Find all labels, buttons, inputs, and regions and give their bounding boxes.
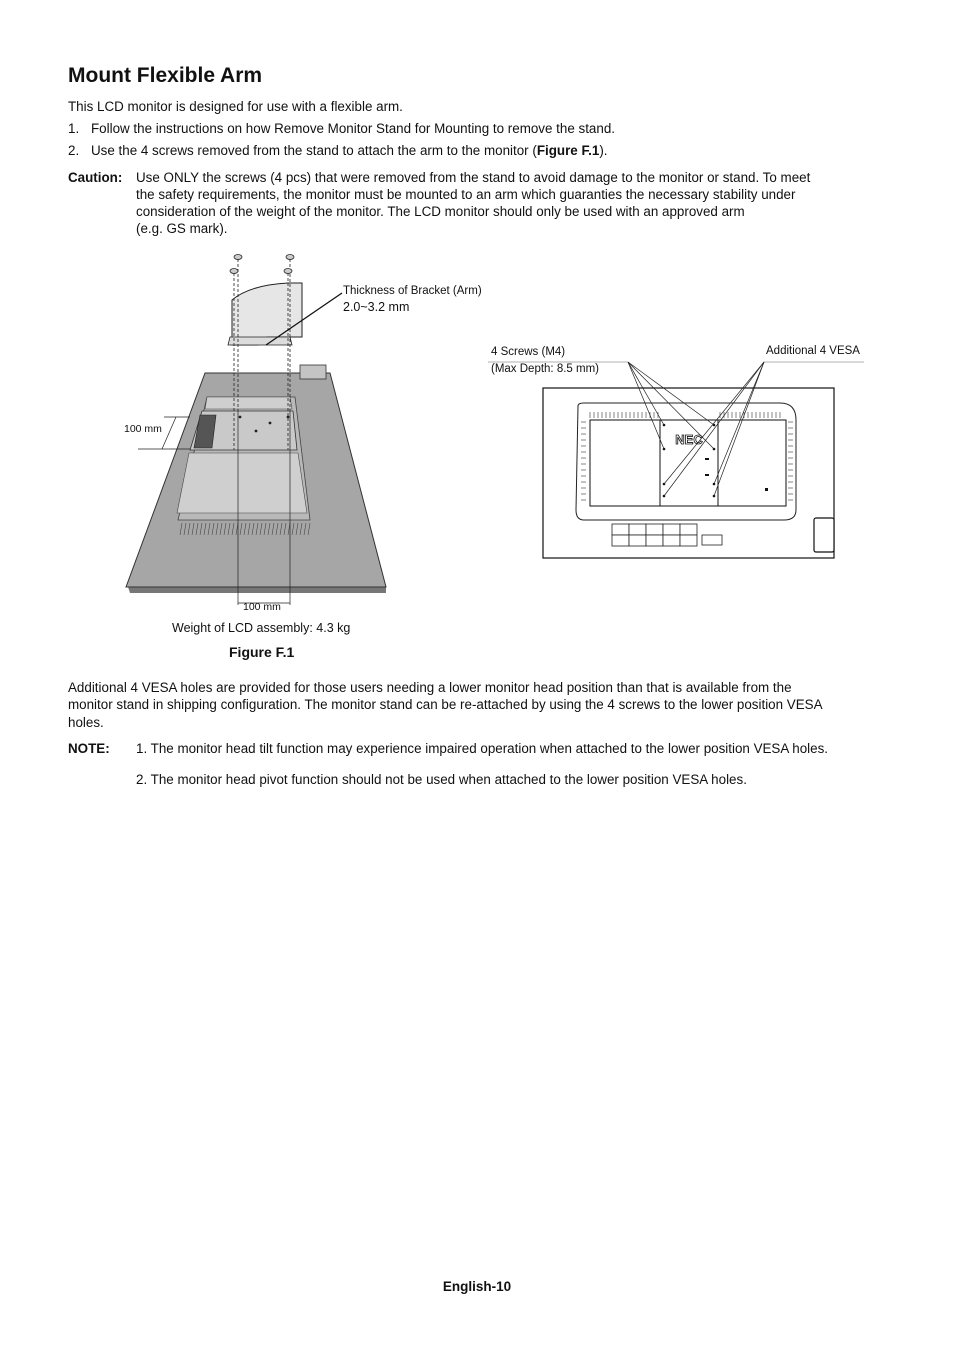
nec-logo: NEC (675, 432, 703, 447)
caution-line-3: consideration of the weight of the monitor. The LCD monitor should only be used with an approved arm (136, 204, 745, 219)
page-footer: English-10 (442, 1279, 512, 1294)
screws-depth-label: (Max Depth: 8.5 mm) (491, 363, 599, 375)
weight-label: Weight of LCD assembly: 4.3 kg (172, 621, 351, 635)
note-item-2: 2. The monitor head pivot function should not be used when attached to the lower position VESA holes. (136, 772, 747, 787)
caution-label: Caution: (68, 170, 123, 185)
monitor-arm-illustration (110, 245, 510, 605)
horizontal-dimension-label: 100 mm (243, 601, 281, 613)
figure-reference: Figure F.1 (536, 143, 600, 158)
bracket-thickness-label: Thickness of Bracket (Arm) (343, 285, 482, 297)
additional-text-line-2: monitor stand in shipping configuration. The monitor stand can be re-attached by using the 4 screws to the lower position VESA (68, 697, 823, 712)
caution-line-2: the safety requirements, the monitor must be mounted to an arm which guaranties the necessary stability under (136, 187, 796, 202)
bracket-thickness-value: 2.0~3.2 mm (343, 300, 410, 314)
intro-text: This LCD monitor is designed for use with a flexible arm. (68, 99, 403, 114)
screws-label: 4 Screws (M4) (491, 346, 566, 358)
step-1-text: Follow the instructions on how Remove Monitor Stand for Mounting to remove the stand. (91, 121, 615, 136)
note-label: NOTE: (68, 741, 110, 756)
caution-line-4: (e.g. GS mark). (136, 221, 228, 236)
caution-line-1: Use ONLY the screws (4 pcs) that were removed from the stand to avoid damage to the monitor or stand. To meet (136, 170, 811, 185)
vertical-dimension-label: 100 mm (124, 423, 162, 435)
additional-text-line-3: holes. (68, 715, 104, 730)
additional-text-line-1: Additional 4 VESA holes are provided for those users needing a lower monitor head position than that is available from the (68, 680, 792, 695)
step-2-number: 2. (68, 143, 80, 158)
step-2-text-before: Use the 4 screws removed from the stand to attach the arm to the monitor ( (91, 143, 537, 158)
vesa-label: Additional 4 VESA (766, 345, 860, 357)
note-item-1: 1. The monitor head tilt function may experience impaired operation when attached to the lower position VESA holes. (136, 741, 829, 756)
step-2-text-after: ). (599, 143, 608, 158)
step-2-text (91, 142, 608, 159)
page-title: Mount Flexible Arm (68, 64, 263, 87)
figure-caption: Figure F.1 (229, 644, 295, 660)
step-1-number: 1. (68, 121, 80, 136)
